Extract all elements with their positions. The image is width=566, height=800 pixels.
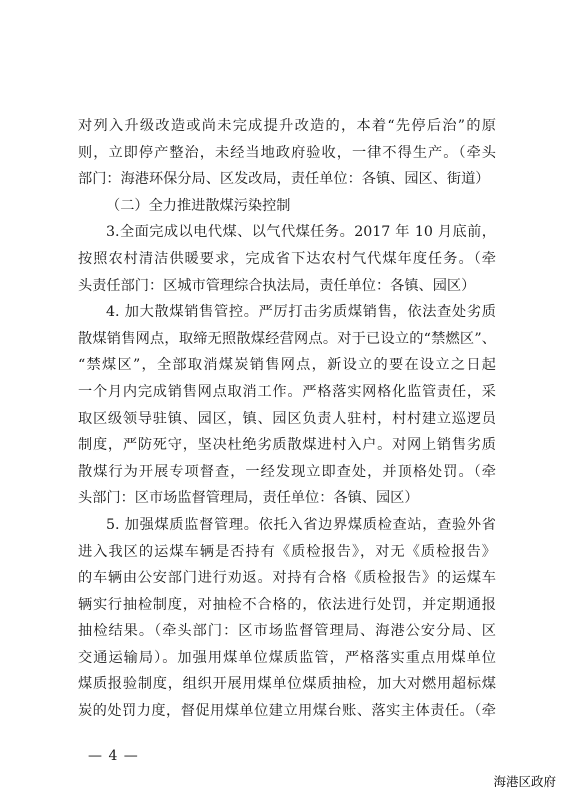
text-line: 散煤行为开展专项督查，一经发现立即查处，并顶格处罚。（牵 [78,463,496,480]
text-line: 3.全面完成以电代煤、以气代煤任务。2017 年 10 月底前， [106,224,496,241]
text-line: 辆实行抽检制度，对抽检不合格的，依法进行处罚，并定期通报 [78,596,496,613]
text-line: 按照农村清洁供暖要求，完成省下达农村气代煤年度任务。（牵 [78,250,496,267]
text-line: 制度，严防死守，坚决杜绝劣质散煤进村入户。对网上销售劣质 [78,437,496,454]
text-line: 4. 加大散煤销售管控。严厉打击劣质煤销售，依法查处劣质 [106,304,496,321]
body-text [78,113,496,725]
text-line: 的车辆由公安部门进行劝返。对持有合格《质检报告》的运煤车 [78,570,496,587]
text-line: 头责任部门：区城市管理综合执法局，责任单位：各镇、园区） [78,277,476,294]
text-line: 抽检结果。（牵头部门：区市场监督管理局、海港公安分局、区 [78,623,496,640]
text-line: 炭的处罚力度，督促用煤单位建立用煤台账、落实主体责任。（牵 [78,703,496,720]
source-watermark: 海港区政府 [493,774,556,789]
text-line: 散煤销售网点，取缔无照散煤经营网点。对于已设立的“禁燃区”、 [78,330,496,347]
section-heading: （二）全力推进散煤污染控制 [106,197,291,214]
text-line: 则，立即停产整治，未经当地政府验收，一律不得生产。（牵头 [78,144,496,161]
text-line: 交通运输局）。加强用煤单位煤质监管，严格落实重点用煤单位 [78,649,496,666]
page-number: — 4 — [88,748,139,764]
text-line: 进入我区的运煤车辆是否持有《质检报告》，对无《质检报告》 [78,543,496,560]
text-line: 头部门：区市场监督管理局，责任单位：各镇、园区） [78,490,419,507]
text-line: “禁煤区”，全部取消煤炭销售网点，新设立的要在设立之日起 [78,357,496,374]
text-line: 部门：海港环保分局、区发改局，责任单位：各镇、园区、街道） [78,171,490,188]
text-line: 5. 加强煤质监督管理。依托入省边界煤质检查站，查验外省 [106,516,496,533]
text-line: 对列入升级改造或尚未完成提升改造的，本着“先停后治”的原 [78,118,496,134]
text-line: 取区级领导驻镇、园区，镇、园区负责人驻村，村村建立巡逻员 [78,410,496,427]
text-line: 煤质报验制度，组织开展用煤单位煤质抽检，加大对燃用超标煤 [78,676,496,693]
text-line: 一个月内完成销售网点取消工作。严格落实网格化监管责任，采 [78,383,496,400]
